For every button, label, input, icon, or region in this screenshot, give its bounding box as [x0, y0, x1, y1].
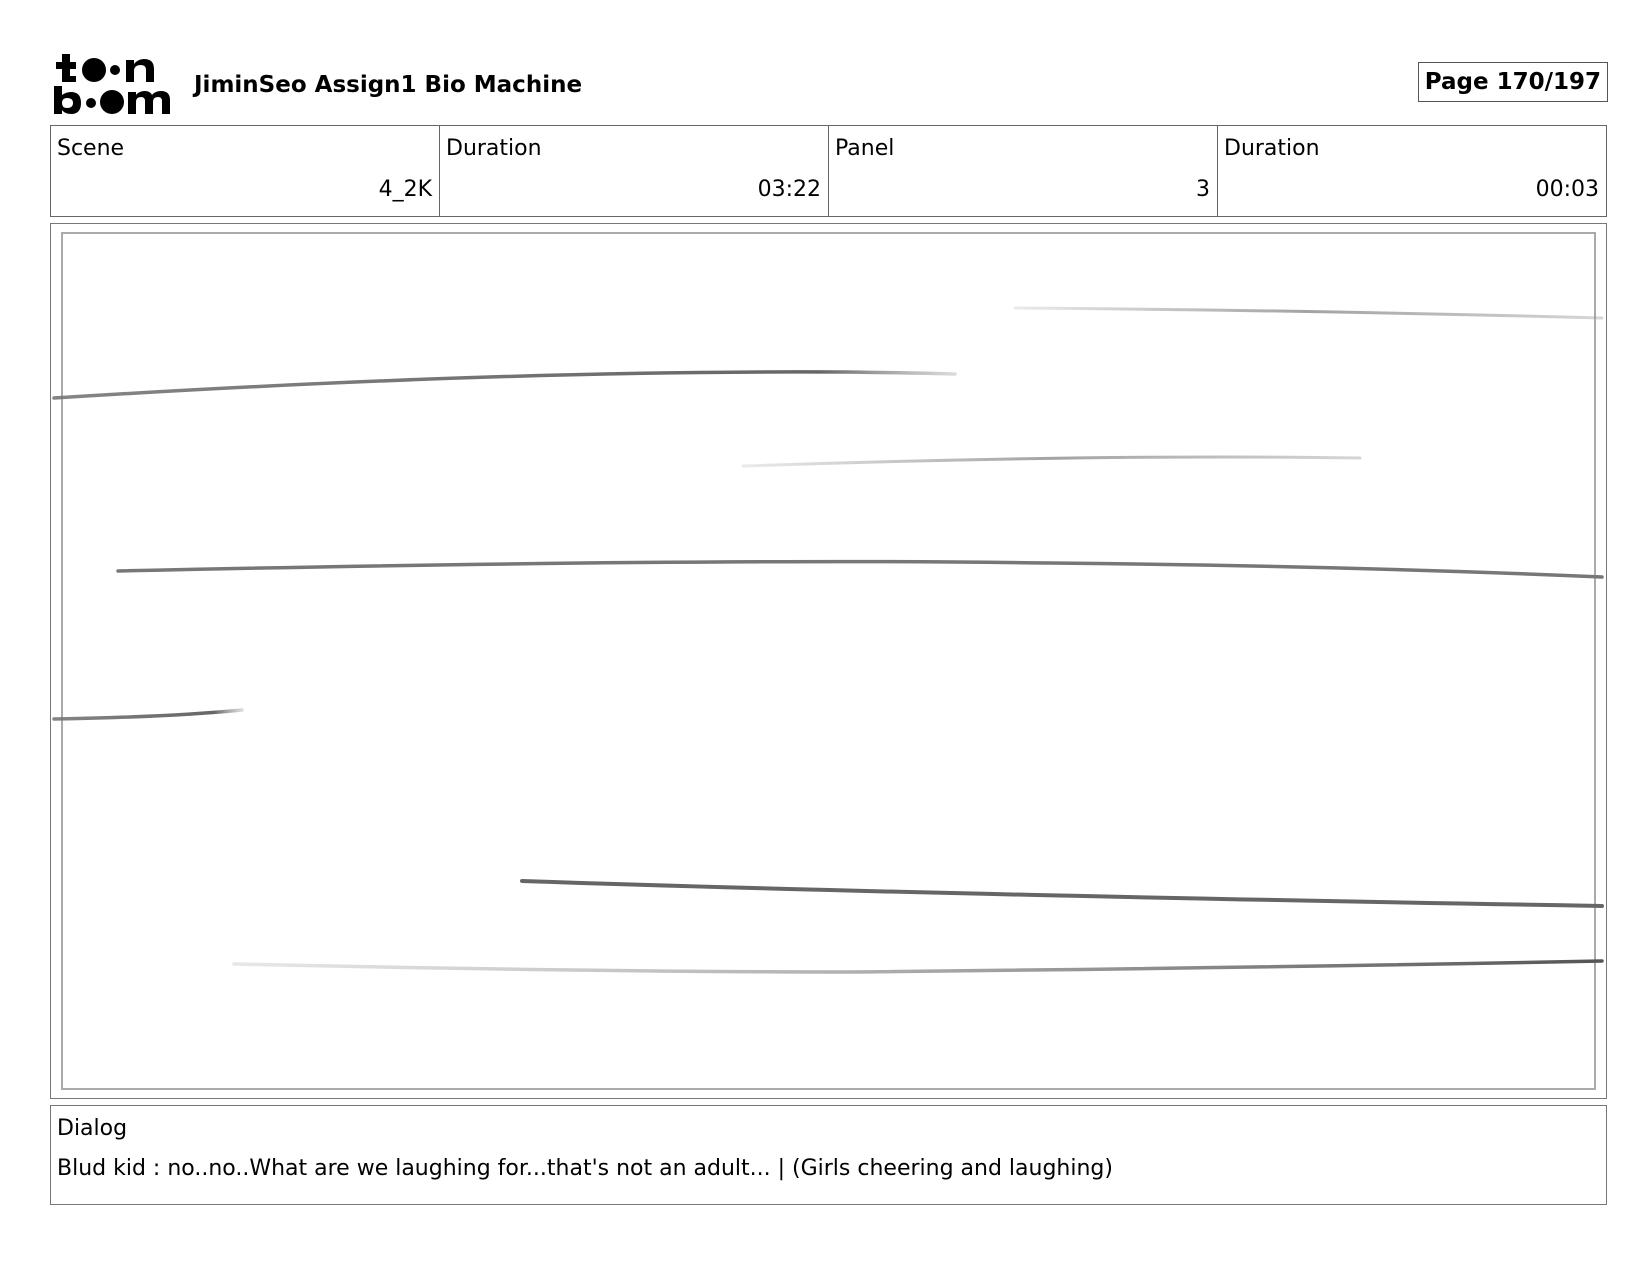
- scene-duration-value: 03:22: [757, 177, 821, 202]
- dialog-box: [50, 1105, 1607, 1205]
- scene-cell: [51, 126, 440, 216]
- dialog-text: Blud kid : no..no..What are we laughing for...that's not an adult... | (Girls cheering and laughing): [57, 1156, 1113, 1181]
- panel-label: Panel: [835, 136, 895, 161]
- scene-duration-label: Duration: [446, 136, 542, 161]
- panel-duration-cell: [1218, 126, 1606, 216]
- storyboard-panel-frame: [50, 223, 1607, 1099]
- scene-value: 4_2K: [378, 177, 432, 202]
- page-indicator: Page 170/197: [1418, 62, 1608, 102]
- scene-duration-cell: [440, 126, 829, 216]
- document-title: JiminSeo Assign1 Bio Machine: [194, 72, 583, 98]
- scene-info-table: [50, 125, 1607, 217]
- panel-duration-label: Duration: [1224, 136, 1320, 161]
- panel-duration-value: 00:03: [1535, 177, 1599, 202]
- toon-boom-logo: [54, 52, 172, 116]
- scene-label: Scene: [57, 136, 125, 161]
- panel-cell: [829, 126, 1218, 216]
- dialog-label: Dialog: [57, 1116, 128, 1141]
- panel-value: 3: [1196, 177, 1210, 202]
- storyboard-panel-safe-area: [61, 232, 1596, 1090]
